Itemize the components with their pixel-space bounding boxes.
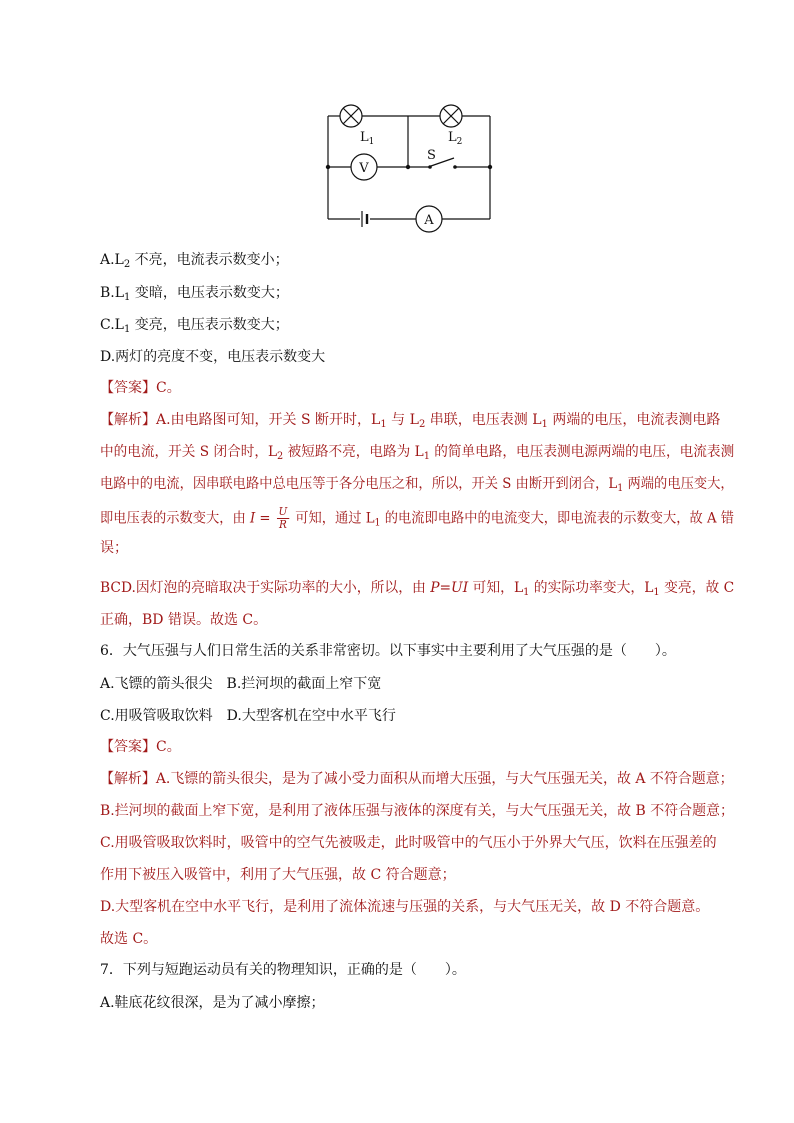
q6-stem: 6．大气压强与人们日常生活的关系非常密切。以下事实中主要利用了大气压强的是（ ）。 bbox=[100, 643, 676, 659]
label-switch: S bbox=[427, 148, 436, 163]
q6-options-cd: C.用吸管吸取饮料 D.大型客机在空中水平飞行 bbox=[100, 708, 396, 724]
q6-analysis-b: B.拦河坝的截面上窄下宽，是利用了液体压强与液体的深度有关，与大气压强无关，故 B 不符合题意； bbox=[100, 803, 734, 819]
q6-analysis-end: 故选 C。 bbox=[100, 931, 158, 947]
q5-option-c: $C.L_1$ 变亮，电压表示数变大； bbox=[100, 317, 289, 335]
q5-analysis-line-5: 误； bbox=[100, 540, 128, 556]
label-l2: $L_2$ bbox=[448, 130, 463, 147]
q5-analysis-line-6: BCD.因灯泡的亮暗取决于实际功率的大小，所以，由 P=UI 可知，$L_1$ 的实际功率变大，$L_1$ 变亮，故 C bbox=[100, 580, 735, 598]
ohms-law-fraction: $\frac{U}{R}$ bbox=[278, 505, 288, 531]
voltmeter-icon bbox=[351, 154, 377, 180]
ammeter-icon bbox=[416, 206, 442, 232]
q6-analysis-c1: C.用吸管吸取饮料时，吸管中的空气先被吸走，此时吸管中的气压小于外界大气压，饮料在压强差的 bbox=[100, 835, 717, 851]
q5-analysis-line-1: 【解析】A.由电路图可知，开关 S 断开时，$L_1$ 与 $L_2$ 串联，电压表测 $L_1$ 两端的电压，电流表测电路 bbox=[100, 412, 721, 430]
q5-option-a: $A.L_2$ 不亮，电流表示数变小； bbox=[100, 252, 289, 270]
lamp-l1-icon bbox=[340, 105, 362, 127]
q5-option-d: D.两灯的亮度不变，电压表示数变大 bbox=[100, 349, 326, 365]
svg-text:A: A bbox=[424, 213, 434, 228]
q5-answer: 【答案】C。 bbox=[100, 380, 181, 396]
q6-analysis-c2: 作用下被压入吸管中，利用了大气压强，故 C 符合题意； bbox=[100, 867, 456, 883]
q5-analysis-line-4: 即电压表的示数变大，由 I = $\frac{U}{R}$ 可知，通过 $L_1$ 的电流即电路中的电流变大，即电流表的示数变大，故 A 错 bbox=[100, 505, 734, 531]
q6-analysis-a: 【解析】A.飞镖的箭头很尖，是为了减小受力面积从而增大压强，与大气压强无关，故 A 不符合题意； bbox=[100, 771, 734, 787]
q6-options-ab: A.飞镖的箭头很尖 B.拦河坝的截面上窄下宽 bbox=[100, 676, 382, 692]
battery-icon bbox=[362, 211, 367, 227]
q7-option-a: A.鞋底花纹很深，是为了减小摩擦； bbox=[100, 995, 325, 1011]
q5-analysis-line-7: 正确，BD 错误。故选 C。 bbox=[100, 612, 268, 628]
lamp-l2-icon bbox=[440, 105, 462, 127]
label-l1: $L_1$ bbox=[360, 130, 375, 147]
q5-option-b: $B.L_1$ 变暗，电压表示数变大； bbox=[100, 285, 289, 303]
q5-analysis-line-2: 中的电流，开关 S 闭合时，$L_2$ 被短路不亮，电路为 $L_1$ 的简单电路，电压表测电源两端的电压，电流表测 bbox=[100, 444, 735, 462]
q5-analysis-line-3: 电路中的电流，因串联电路中总电压等于各分电压之和，所以，开关 S 由断开到闭合，$L_1$ 两端的电压变大， bbox=[100, 476, 734, 494]
circuit-diagram bbox=[310, 95, 510, 240]
q7-stem: 7．下列与短跑运动员有关的物理知识，正确的是（ ）。 bbox=[100, 962, 466, 978]
q6-analysis-d: D.大型客机在空中水平飞行，是利用了流体流速与压强的关系，与大气压无关，故 D 不符合题意。 bbox=[100, 899, 710, 915]
q6-answer: 【答案】C。 bbox=[100, 739, 181, 755]
svg-text:V: V bbox=[359, 161, 369, 176]
